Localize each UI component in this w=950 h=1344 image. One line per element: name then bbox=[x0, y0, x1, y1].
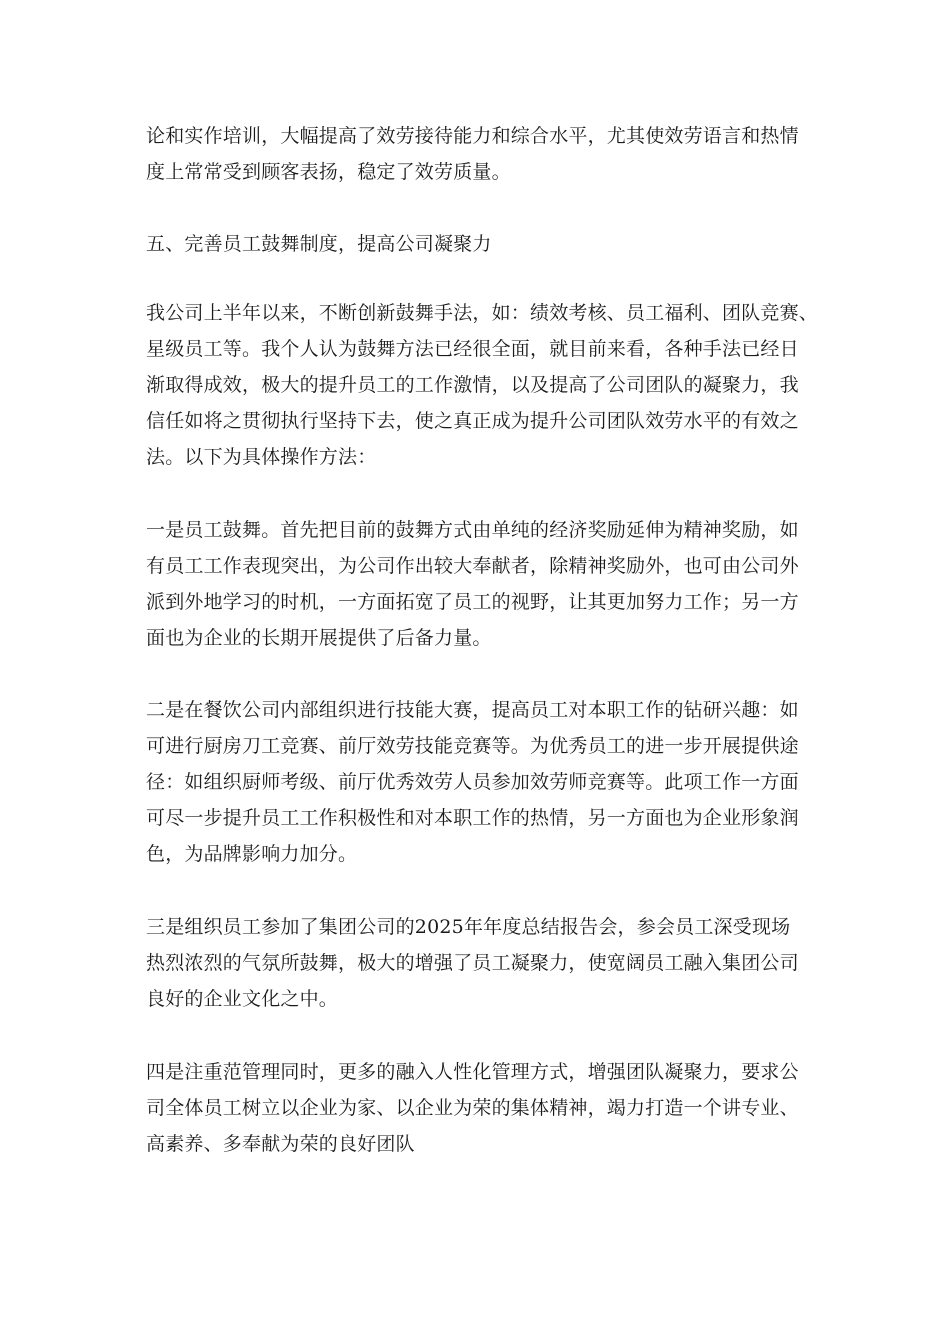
text-line: 我公司上半年以来，不断创新鼓舞手法，如：绩效考核、员工福利、团队竞赛、 bbox=[146, 302, 819, 324]
text-line: 良好的企业文化之中。 bbox=[146, 988, 339, 1010]
text-line: 三是组织员工参加了集团公司的2025年年度总结报告会，参会员工深受现场 bbox=[146, 916, 791, 938]
text-line: 论和实作培训，大幅提高了效劳接待能力和综合水平，尤其使效劳语言和热情 bbox=[146, 125, 799, 147]
text-line: 法。以下为具体操作方法： bbox=[146, 446, 377, 468]
paragraph-item-three bbox=[146, 909, 826, 1017]
paragraph-item-four bbox=[146, 1054, 826, 1162]
text-line: 有员工工作表现突出，为公司作出较大奉献者，除精神奖励外，也可由公司外 bbox=[146, 555, 799, 577]
text-line: 星级员工等。我个人认为鼓舞方法已经很全面，就目前来看，各种手法已经日 bbox=[146, 338, 799, 360]
text-line: 可尽一步提升员工工作积极性和对本职工作的热情，另一方面也为企业形象润 bbox=[146, 807, 799, 829]
section-heading-five bbox=[146, 226, 826, 262]
text-line: 一是员工鼓舞。首先把目前的鼓舞方式由单纯的经济奖励延伸为精神奖励，如 bbox=[146, 519, 799, 541]
text-line: 热烈浓烈的气氛所鼓舞，极大的增强了员工凝聚力，使宽阔员工融入集团公司 bbox=[146, 952, 799, 974]
text-line: 色，为品牌影响力加分。 bbox=[146, 843, 358, 865]
paragraph-training-summary bbox=[146, 118, 826, 190]
text-line: 信任如将之贯彻执行坚持下去，使之真正成为提升公司团队效劳水平的有效之 bbox=[146, 410, 799, 432]
text-line: 度上常常受到顾客表扬，稳定了效劳质量。 bbox=[146, 161, 511, 183]
text-line: 二是在餐饮公司内部组织进行技能大赛，提高员工对本职工作的钻研兴趣：如 bbox=[146, 699, 799, 721]
paragraph-incentive-overview bbox=[146, 295, 826, 475]
text-line: 渐取得成效，极大的提升员工的工作激情，以及提高了公司团队的凝聚力，我 bbox=[146, 374, 799, 396]
section-heading: 五、完善员工鼓舞制度，提高公司凝聚力 bbox=[146, 233, 492, 255]
text-line: 四是注重范管理同时，更多的融入人性化管理方式，增强团队凝聚力，要求公 bbox=[146, 1061, 799, 1083]
text-line: 司全体员工树立以企业为家、以企业为荣的集体精神，竭力打造一个讲专业、 bbox=[146, 1097, 799, 1119]
text-line: 径：如组织厨师考级、前厅优秀效劳人员参加效劳师竞赛等。此项工作一方面 bbox=[146, 771, 799, 793]
paragraph-item-two bbox=[146, 692, 826, 872]
text-line: 面也为企业的长期开展提供了后备力量。 bbox=[146, 627, 492, 649]
text-line: 可进行厨房刀工竞赛、前厅效劳技能竞赛等。为优秀员工的进一步开展提供途 bbox=[146, 735, 799, 757]
paragraph-item-one bbox=[146, 512, 826, 656]
text-line: 高素养、多奉献为荣的良好团队 bbox=[146, 1133, 415, 1155]
text-line: 派到外地学习的时机，一方面拓宽了员工的视野，让其更加努力工作；另一方 bbox=[146, 591, 799, 613]
